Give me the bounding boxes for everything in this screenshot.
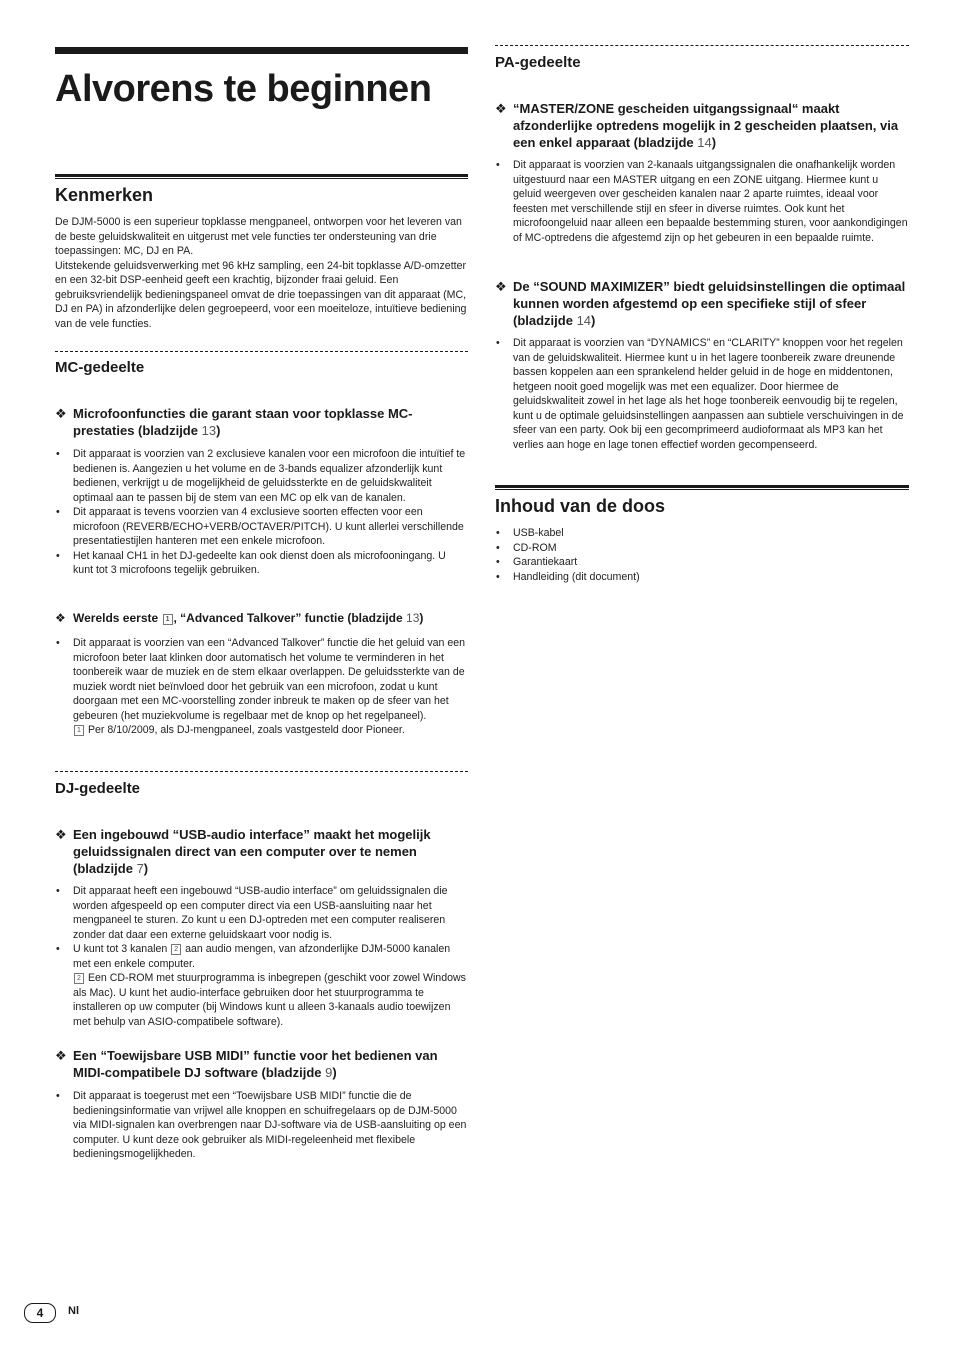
list-item: • Het kanaal CH1 in het DJ-gedeelte kan ook dienst doen als microfooningang. U kunt tot 3 microfoons tegelijk gebruiken. <box>56 549 446 576</box>
diamond-bullet-icon: ❖ <box>495 101 507 116</box>
pa-feature-1-bullets <box>495 158 909 245</box>
list-item: • Dit apparaat is voorzien van 2-kanaals uitgangssignalen die onafhankelijk worden uitgestuurd naar een MASTER uitgang en een ZONE uitgang. Hiermee kunt u geluid weergeven over gescheiden kanalen naar 2 aparte ruimtes, ideaal voor feesten met verschillende stijl en sfeer in diverse ruimtes. Ook kunt het microfoongeluid naar alleen een bepaalde bestemming sturen, voor aankondigingen of MC-optredens die afgestemd zijn op het gebeuren in een bepaalde ruimte. <box>496 159 908 244</box>
footnote: 2 Een CD-ROM met stuurprogramma is inbegrepen (geschikt voor zowel Windows als Mac). U kunt het audio-interface gebruiken door het stuurprogramma te installeren op uw computer (bij Windows kunt u alleen 3-kanaals audio toewijzen met behulp van ASIO-compatibele software). <box>73 972 466 1028</box>
title-top-rule-inner <box>55 51 468 54</box>
bullet-icon: • <box>56 637 60 649</box>
box-rule <box>495 485 909 490</box>
pa-feature-2-bullets <box>495 336 909 452</box>
dj-feature-2-title: ❖ Een “Toewijsbare USB MIDI” functie voor het bedienen van MIDI-compatibele DJ software (bladzijde 9) <box>55 1048 438 1080</box>
bullet-icon: • <box>496 556 500 568</box>
bullet-icon: • <box>496 337 500 349</box>
list-item: • Dit apparaat is voorzien van een “Advanced Talkover” functie die het geluid van een microfoon beter laat klinken door automatisch het volume te verminderen in het toonbereik waar de muziek en de stem elkaar overlappen. De geluidssterkte van de muziek wordt niet beïnvloed door het gebruik van een microfoon, zodat u kunt doorgaan met een MC-voorstelling zonder inbreuk te maken op de sfeer van het gebeuren (het muziekvolume is regelbaar met de knop op het regelpaneel). 1 Per 8/10/2009, als DJ-mengpaneel, zoals vastgesteld door Pioneer. <box>55 636 468 738</box>
footnote-marker: 2 <box>171 944 181 955</box>
pa-heading: PA-gedeelte <box>495 54 581 71</box>
mc-feature-2-title: ❖ Werelds eerste 1 , “Advanced Talkover” functie (bladzijde 13) <box>55 611 424 625</box>
footnote-marker: 1 <box>74 725 84 736</box>
list-item: • Dit apparaat is voorzien van 2 exclusieve kanalen voor een microfoon die intuïtief te bedienen is. Aangezien u het volume en de 3-bands equalizer afzonderlijk kunt bedienen, verkrijgt u de mogelijkheid de geluidssterkte en de geluidskwaliteit optimaal aan te passen bij de stem van een MC op elk van de kanalen. <box>56 448 466 504</box>
box-contents-list <box>495 526 909 584</box>
bullet-icon: • <box>496 570 500 583</box>
bullet-icon: • <box>56 448 60 460</box>
dj-feature-1-title: ❖ Een ingebouwd “USB-audio interface” maakt het mogelijk geluidssignalen direct van een computer over te nemen (bladzijde 7) <box>55 827 431 876</box>
pa-feature-2-title: ❖ De “SOUND MAXIMIZER” biedt geluidsinstellingen die optimaal kunnen worden afgestemd op een specifieke stijl of sfeer (bladzijde 14) <box>495 279 906 328</box>
mc-feature-1-title: ❖ Microfoonfuncties die garant staan voor topklasse MC-prestaties (bladzijde 13) <box>55 406 413 438</box>
list-item: • Garantiekaart <box>496 556 578 568</box>
list-item: • Dit apparaat is toegerust met een “Toewijsbare USB MIDI” functie die de bedieningsinformatie van vrijwel alle knoppen en schuifregelaars op de DJM-5000 via MIDI-signalen kan overbrengen naar DJ-software via de USB-aansluiting op een computer. U kunt deze ook gebruiker als MIDI-regeleenheid met flexibele bedieningsmogelijkheden. <box>56 1090 467 1160</box>
kenmerken-paragraph: Uitstekende geluidsverwerking met 96 kHz sampling, een 24-bit topklasse A/D-omzetter en een 32-bit DSP-eenheid geeft een krachtig, bijzonder fraai geluid. Een gebruiksvriendelijk bedieningspaneel omvat de drie toepassingen van dit apparaat (MC, DJ en PA) in afzonderlijke delen gegroepeerd, voor een moeiteloze, intuïtieve bediening van de vele functies. <box>55 259 467 330</box>
kenmerken-paragraph: De DJM-5000 is een superieur topklasse mengpaneel, ontworpen voor het leveren van de beste geluidskwaliteit en uitgerust met vele functies ter ondersteuning van drie toepassingen: MC, DJ en PA. <box>55 216 462 257</box>
diamond-bullet-icon: ❖ <box>55 611 66 625</box>
kenmerken-text <box>55 215 468 331</box>
page-title: Alvorens te beginnen <box>55 68 432 110</box>
mc-feature-1-bullets <box>55 447 468 578</box>
list-item: • USB-kabel <box>496 527 564 539</box>
page-number: 4 <box>24 1303 56 1323</box>
diamond-bullet-icon: ❖ <box>55 406 67 421</box>
dj-feature-1-bullets <box>55 884 468 1029</box>
list-item: • CD-ROM <box>496 541 557 554</box>
mc-heading: MC-gedeelte <box>55 359 145 376</box>
list-item: • U kunt tot 3 kanalen 2 aan audio mengen, van afzonderlijke DJM-5000 kanalen met een enkele computer. 2 Een CD-ROM met stuurprogramma is inbegrepen (geschikt voor zowel Windows als Mac). U kunt het audio-interface gebruiken door het stuurprogramma te installeren op uw computer (bij Windows kunt u alleen 3-kanaals audio toewijzen met behulp van ASIO-compatibele software). <box>55 942 468 1029</box>
diamond-bullet-icon: ❖ <box>55 827 67 842</box>
list-item: • Handleiding (dit document) <box>496 570 640 583</box>
bullet-icon: • <box>496 159 500 171</box>
dj-heading: DJ-gedeelte <box>55 780 141 797</box>
pa-dashed-rule <box>495 45 909 46</box>
bullet-icon: • <box>56 943 60 955</box>
dj-dashed-rule <box>55 771 468 772</box>
list-item: • Dit apparaat is tevens voorzien van 4 exclusieve soorten effecten voor een microfoon (REVERB/ECHO+VERB/OCTAVER/PITCH). U kunt allerlei verschillende presentatiestijlen hanteren met een enkele microfoon. <box>56 506 464 547</box>
footnote-marker: 2 <box>74 973 84 984</box>
list-item: • Dit apparaat heeft een ingebouwd “USB-audio interface” om geluidssignalen die worden afgespeeld op een computer direct via een USB-aansluiting naar het mengpaneel te sturen. Zo kunt u een DJ-optreden met een computer realiseren zonder dat daar een externe geluidskaart voor nodig is. <box>56 885 448 941</box>
footnote-marker: 1 <box>163 614 173 625</box>
bullet-icon: • <box>496 527 500 539</box>
bullet-icon: • <box>56 549 60 562</box>
kenmerken-rule <box>55 174 468 179</box>
pa-feature-1-title: ❖ “MASTER/ZONE gescheiden uitgangssignaal“ maakt afzonderlijke optredens mogelijk in 2 gescheiden plaatsen, via een enkel apparaat (bladzijde 14) <box>495 101 899 150</box>
diamond-bullet-icon: ❖ <box>55 1048 67 1063</box>
bullet-icon: • <box>56 1090 60 1102</box>
bullet-icon: • <box>56 885 60 897</box>
dj-feature-2-bullets <box>55 1089 468 1162</box>
box-heading: Inhoud van de doos <box>495 496 665 516</box>
bullet-icon: • <box>496 541 500 554</box>
language-code: Nl <box>68 1305 79 1317</box>
bullet-icon: • <box>56 506 60 518</box>
mc-dashed-rule <box>55 351 468 352</box>
mc-feature-2-bullets <box>55 636 468 738</box>
diamond-bullet-icon: ❖ <box>495 279 507 294</box>
footnote: 1 Per 8/10/2009, als DJ-mengpaneel, zoals vastgesteld door Pioneer. <box>73 723 468 738</box>
list-item: • Dit apparaat is voorzien van “DYNAMICS” en “CLARITY” knoppen voor het regelen van de geluidskwaliteit. Hiermee kunt u in het lagere toonbereik zware dreunende bassen koppelen aan een sprankelend helder geluid in de hoge en middentonen, hetgeen nooit goed mogelijk was met een equalizer. Door hiermee de geluidskwaliteit zowel in het lage als het hoge toonbereik eenvoudig bij te regelen, kunt u de optimale geluidsinstellingen aanpassen aan subtiele verschuivingen in de sfeer van een party. Ook bij een gecomprimeerd audioformaat als MP3 kan het verlies aan hoge en lage tonen effectief worden gecompenseerd. <box>496 337 904 451</box>
kenmerken-heading: Kenmerken <box>55 185 154 205</box>
